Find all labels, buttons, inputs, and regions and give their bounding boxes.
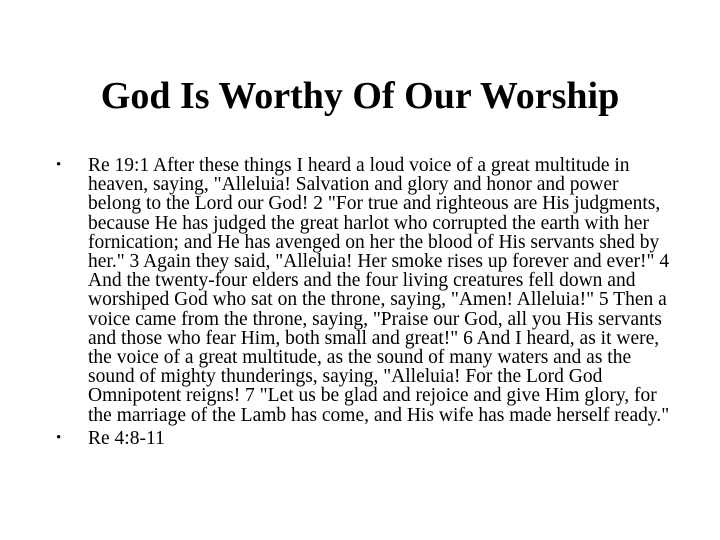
bullet-text: Re 19:1 After these things I heard a loud voice of a great multitude in heaven, saying, "Alleluia! Salvation and glory and honor and power belong to the Lord our God! 2 "For true and righteous are His judgments, because He has judged the great harlot who corrupted the earth with her fornication; and He has avenged on her the blood of His servants shed by her." 3 Again they said, "Alleluia! Her smoke rises up forever and ever!" 4 And the twenty-four elders and the four living creatures fell down and worshiped God who sat on the throne, saying, "Amen! Alleluia!" 5 Then a voice came from the throne, saying, "Praise our God, all you His servants and those who fear Him, both small and great!" 6 And I heard, as it were, the voice of a great multitude, as the sound of many waters and as the sound of mighty thunderings, saying, "Alleluia! For the Lord God Omnipotent reigns! 7 "Let us be glad and rejoice and give Him glory, for the marriage of the Lamb has come, and His wife has made herself ready." <box>88 155 670 426</box>
bullet-item <box>52 429 672 448</box>
bullet-marker-icon: • <box>56 157 62 173</box>
bullet-list <box>52 156 672 452</box>
bullet-item <box>52 156 672 425</box>
bullet-text: Re 4:8-11 <box>88 427 165 449</box>
bullet-marker-icon: • <box>56 429 62 446</box>
slide-title: God Is Worthy Of Our Worship <box>100 75 620 117</box>
